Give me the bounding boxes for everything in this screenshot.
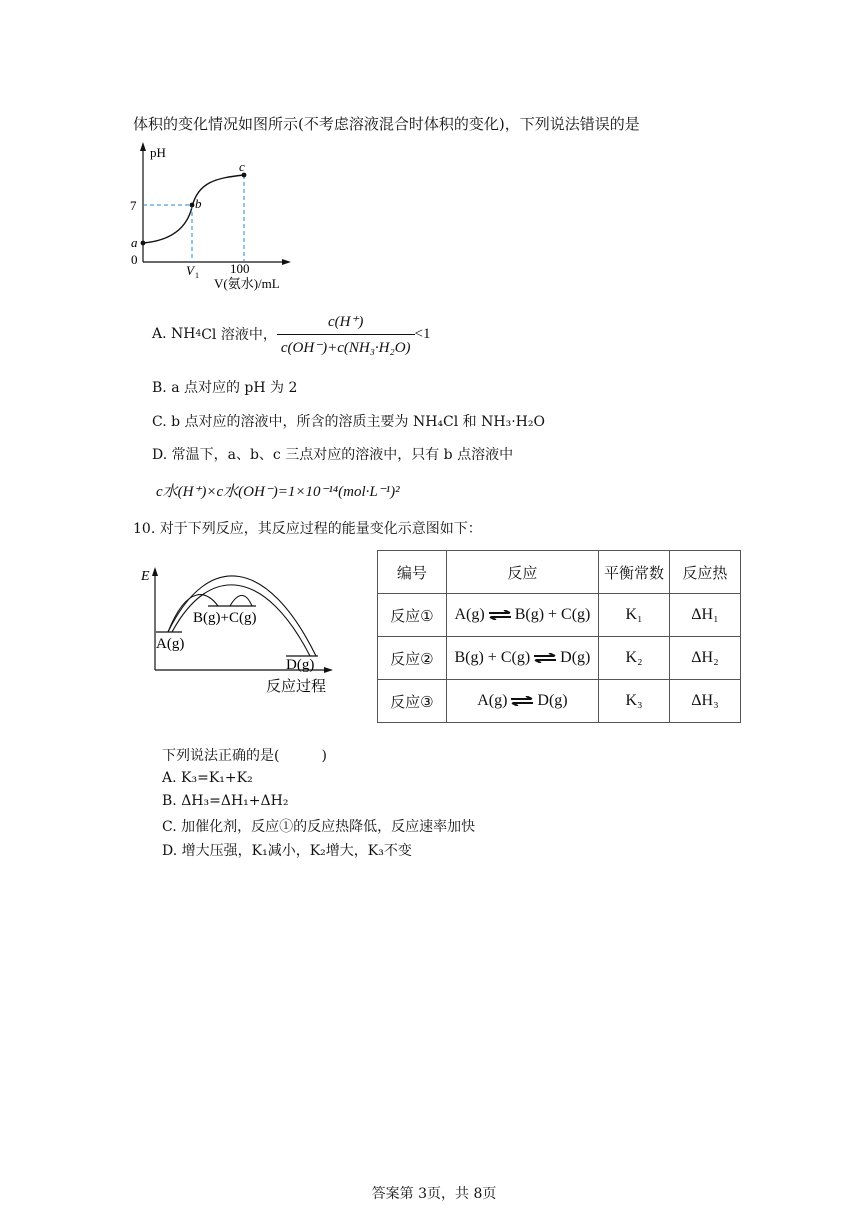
option-a-prefix: A. NH [152,326,196,342]
point-b-label: b [195,196,202,211]
reaction-table [377,550,741,723]
option-c: C. b 点对应的溶液中，所含的溶质主要为 NH₄Cl 和 NH₃·H₂O [152,414,545,430]
process-axis-arrow [324,667,333,673]
reactant: A(g) [454,606,485,623]
option-a-sub: 4 [195,329,202,339]
option-a-text: Cl 溶液中， [201,327,277,343]
q10-option-d: D. 增大压强，K₁减小，K₂增大，K₃不变 [162,843,412,859]
question-10-stem: 10. 对于下列反应，其反应过程的能量变化示意图如下： [133,521,482,537]
question-intro: 体积的变化情况如图所示(不考虑溶液混合时体积的变化)，下列说法错误的是 [133,115,640,133]
option-a-fraction [277,312,415,357]
point-c-label: c [239,159,245,174]
species-a-label: A(g) [156,636,185,652]
row-k: K₃ [599,680,670,723]
titration-curve [143,175,244,243]
x-tick-100: 100 [230,261,250,276]
header-reaction: 反应 [446,551,599,594]
product: D(g) [560,649,591,666]
q10-option-b: B. ΔH₃=ΔH₁+ΔH₂ [162,793,289,809]
equilibrium-arrow-icon [487,610,513,620]
table-row [378,680,741,723]
question-10-prompt: 下列说法正确的是( ) [162,748,327,764]
point-b-marker [190,203,195,208]
row-reaction [446,680,599,723]
x-axis-label: V(氨水)/mL [214,276,280,291]
option-b: B. a 点对应的 pH 为 2 [152,380,298,396]
energy-diagram [138,562,338,697]
row-k: K₂ [599,637,670,680]
row-reaction [446,594,599,637]
x-axis-arrow [282,259,291,265]
curve-reaction-2-barrier [230,596,252,607]
fraction-denominator: c(OH⁻)+c(NH₃·H₂O) [280,339,411,356]
header-dh: 反应热 [669,551,740,594]
header-id: 编号 [378,551,447,594]
header-k: 平衡常数 [599,551,670,594]
energy-axis-arrow [152,567,158,576]
y-tick-7: 7 [130,198,137,213]
fraction-numerator: c(H⁺) [277,312,415,335]
y-axis-label: pH [150,145,166,160]
q10-option-a: A. K₃=K₁+K₂ [162,770,253,786]
x-tick-v1-sub: 1 [195,271,199,280]
q10-option-c: C. 加催化剂，反应①的反应热降低，反应速率加快 [162,819,476,835]
row-id: 反应② [378,637,447,680]
row-reaction [446,637,599,680]
table-row [378,637,741,680]
row-id: 反应① [378,594,447,637]
option-d: D. 常温下，a、b、c 三点对应的溶液中，只有 b 点溶液中 [152,447,514,463]
energy-axis-label: E [141,569,150,584]
ph-titration-graph [126,140,316,295]
row-dh: ΔH₃ [669,680,740,723]
reactant: A(g) [477,692,508,709]
point-a-marker [141,241,146,246]
table-header-row [378,551,741,594]
row-id: 反应③ [378,680,447,723]
equilibrium-arrow-icon [509,696,535,706]
species-d-label: D(g) [286,657,315,673]
reactant: B(g) + C(g) [454,649,531,666]
option-a-row [152,305,431,363]
option-a-tail: <1 [414,325,431,342]
page-footer: 答案第 3页，共 8页 [371,1186,497,1202]
origin-label: 0 [131,252,138,267]
equilibrium-arrow-icon [532,653,558,663]
point-a-label: a [131,235,138,250]
product: D(g) [537,692,568,709]
y-axis-arrow [140,142,146,151]
option-d-formula: c水(H⁺)×c水(OH⁻)=1×10⁻¹⁴(mol·L⁻¹)² [156,484,400,500]
product: B(g) + C(g) [514,606,591,623]
row-dh: ΔH₂ [669,637,740,680]
x-tick-v1: V [186,263,194,278]
row-k: K₁ [599,594,670,637]
row-dh: ΔH₁ [669,594,740,637]
table-row [378,594,741,637]
process-axis-label: 反应过程 [266,679,327,695]
species-bc-label: B(g)+C(g) [193,610,257,626]
